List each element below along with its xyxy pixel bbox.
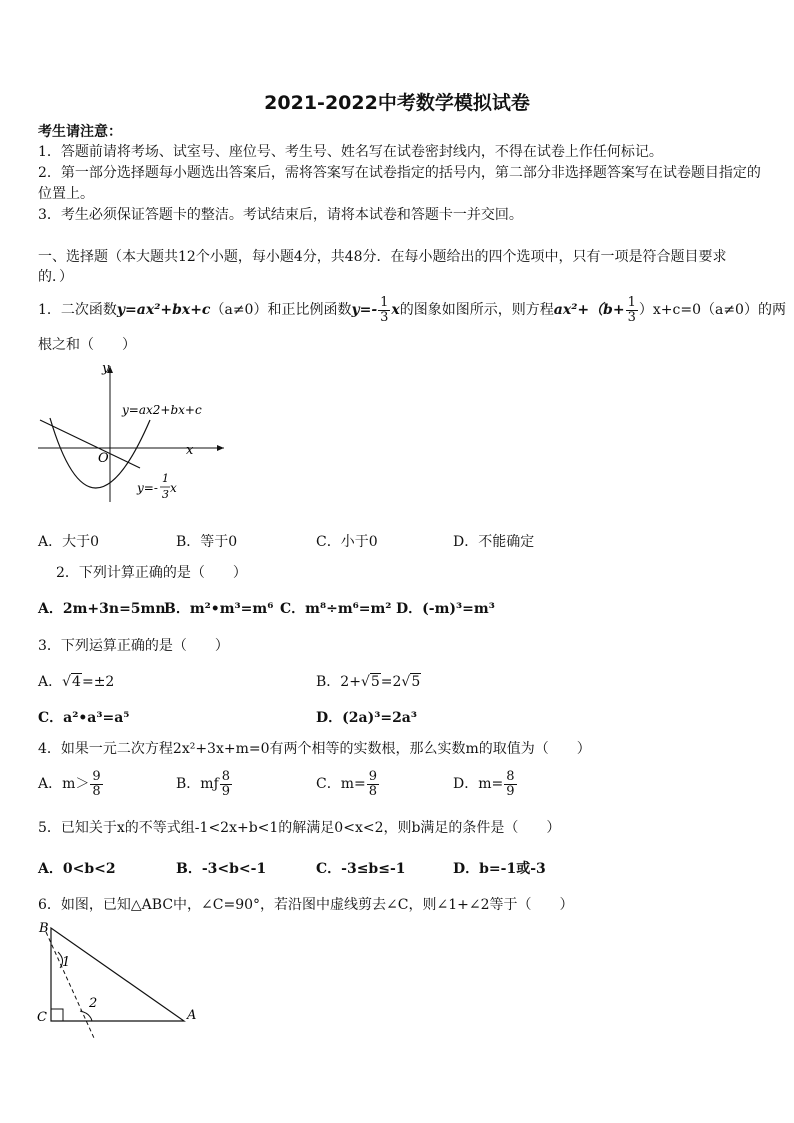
- question-6-stem: 6．如图，已知△ABC中，∠C=90°，若沿图中虚线剪去∠C，则∠1+∠2等于（ ）: [38, 897, 574, 913]
- question-1-stem-cont: 根之和（ ）: [38, 337, 136, 353]
- question-5-option-b[interactable]: B．-3<b<-1: [176, 861, 267, 877]
- line-label-x: x: [170, 481, 177, 495]
- notice-heading: 考生请注意：: [38, 124, 122, 140]
- question-1-option-b[interactable]: B．等于0: [176, 534, 238, 550]
- question-5-stem: 5．已知关于x的不等式组-1<2x+b<1的解满足0<x<2，则b满足的条件是（ ）: [38, 820, 561, 836]
- line-label-den: 3: [162, 488, 169, 501]
- question-2-stem: 2．下列计算正确的是（ ）: [56, 565, 247, 581]
- section-heading: 一、选择题（本大题共12个小题，每小题4分，共48分．在每小题给出的四个选项中，只有一项是符合题目要求: [38, 249, 727, 265]
- question-6-triangle: [34, 918, 204, 1043]
- notice-item: 1．答题前请将考场、试室号、座位号、考生号、姓名写在试卷密封线内，不得在试卷上作任何标记。: [38, 144, 663, 160]
- question-4-stem: 4．如果一元二次方程2x²+3x+m=0有两个相等的实数根，那么实数m的取值为（ ）: [38, 741, 591, 757]
- vertex-c: C: [37, 1010, 47, 1025]
- question-3-option-b[interactable]: B．2+√5=2√5: [316, 674, 421, 690]
- triangle-abc: [51, 928, 184, 1021]
- parabola-label: y=ax2+bx+c: [122, 403, 202, 417]
- line-label-num: 1: [162, 472, 169, 485]
- question-3-option-a[interactable]: A．√4=±2: [38, 674, 115, 690]
- question-2-option-d[interactable]: D．(-m)³=m³: [396, 601, 495, 617]
- cut-line: [46, 932, 94, 1038]
- question-2-option-c[interactable]: C．m⁸÷m⁶=m²: [280, 601, 392, 617]
- question-5-option-d[interactable]: D．b=-1或-3: [453, 861, 546, 877]
- question-5-option-a[interactable]: A．0<b<2: [38, 861, 116, 877]
- y-label: y: [102, 362, 110, 376]
- question-2-option-b[interactable]: B．m²•m³=m⁶: [164, 601, 274, 617]
- question-1-stem: 1．二次函数y=ax²+bx+c（a≠0）和正比例函数y=- $\frac{1}{3}$ x的图象如图所示，则方程ax²+（b+ $\frac{1}{3}$ ）x+c=0（a≠0）的两: [38, 294, 786, 325]
- question-5-option-c[interactable]: C．-3≤b≤-1: [316, 861, 406, 877]
- notice-item: 3．考生必须保证答题卡的整洁。考试结束后，请将本试卷和答题卡一并交回。: [38, 207, 523, 223]
- question-1-option-a[interactable]: A．大于0: [38, 534, 100, 550]
- origin-label: O: [98, 451, 109, 466]
- question-2-option-a[interactable]: A．2m+3n=5mn: [38, 601, 166, 617]
- question-4-option-b[interactable]: B．mƒ $\frac{8}{9}$: [176, 768, 231, 799]
- vertex-b: B: [39, 921, 49, 936]
- notice-item: 位置上。: [38, 186, 94, 202]
- notice-item: 2．第一部分选择题每小题选出答案后，需将答案写在试卷指定的括号内，第二部分非选择题答案写在试卷题目指定的: [38, 165, 761, 181]
- question-4-option-c[interactable]: C．m= $\frac{9}{8}$: [316, 768, 377, 799]
- right-angle-mark: [51, 1009, 63, 1021]
- question-1-option-c[interactable]: C．小于0: [316, 534, 378, 550]
- angle-2-arc: [80, 1011, 92, 1021]
- question-4-option-d[interactable]: D．m= $\frac{8}{9}$: [453, 768, 515, 799]
- section-heading-cont: 的．）: [38, 269, 73, 285]
- angle-1-label: 1: [62, 955, 71, 970]
- x-label: x: [186, 443, 194, 458]
- page-title: 2021-2022中考数学模拟试卷: [264, 92, 530, 114]
- question-3-stem: 3．下列运算正确的是（ ）: [38, 638, 229, 654]
- line-label: y=-: [137, 481, 158, 495]
- question-3-option-d[interactable]: D．(2a)³=2a³: [316, 710, 418, 726]
- vertex-a: A: [187, 1008, 197, 1023]
- question-1-option-d[interactable]: D．不能确定: [453, 534, 535, 550]
- question-3-option-c[interactable]: C．a²•a³=a⁵: [38, 710, 130, 726]
- x-axis-arrow: [217, 445, 224, 451]
- proportional-line: [40, 420, 140, 468]
- question-4-option-a[interactable]: A．m＞ $\frac{9}{8}$: [38, 768, 101, 799]
- question-1-graph: [36, 362, 236, 507]
- angle-2-label: 2: [89, 996, 98, 1011]
